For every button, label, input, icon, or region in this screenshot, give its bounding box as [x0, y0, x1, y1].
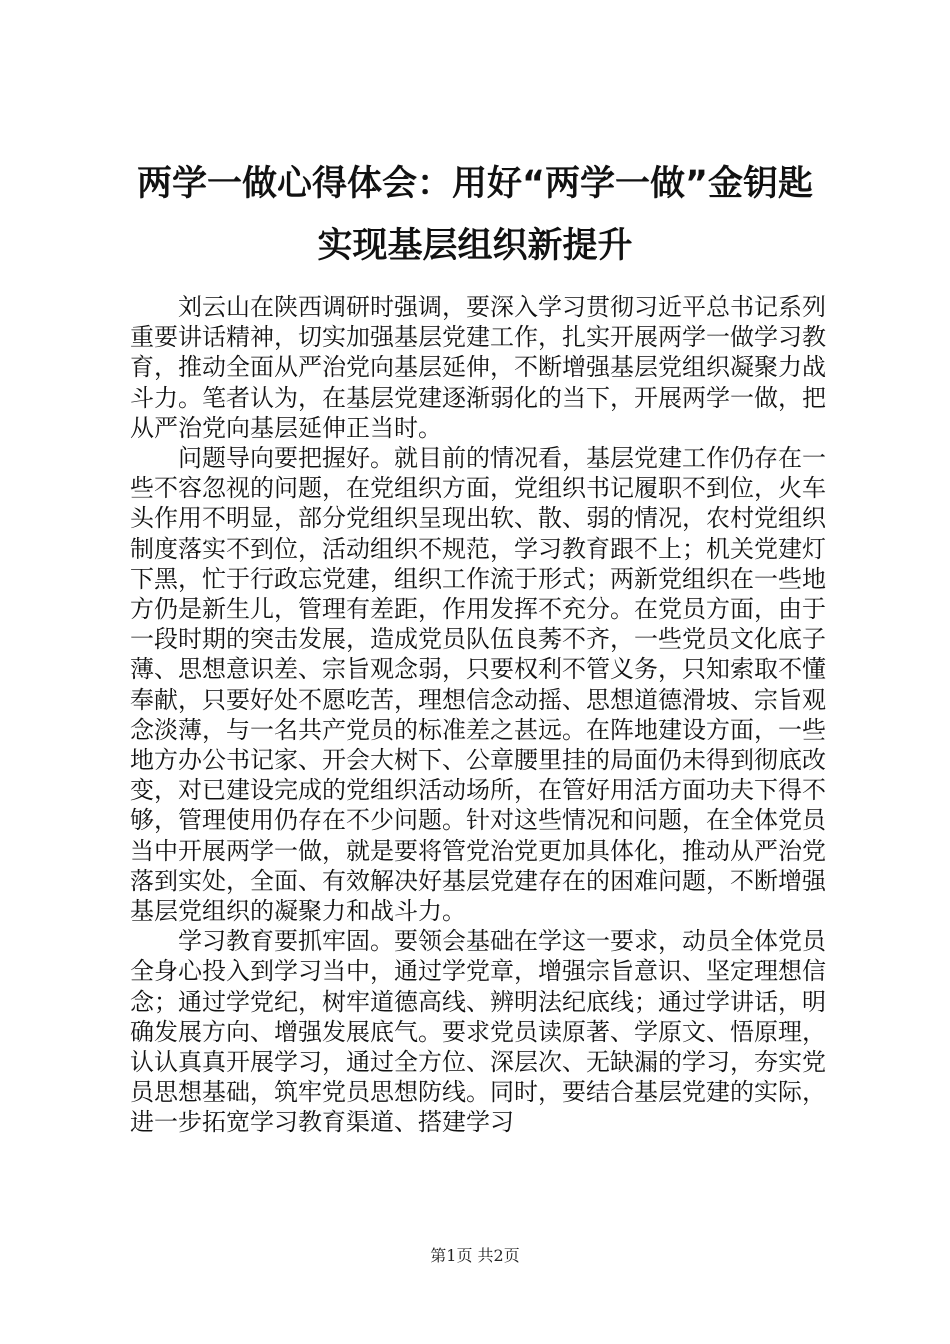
document-title-line-2: 实现基层组织新提升	[317, 226, 633, 266]
page-number-footer: 第1页 共2页	[430, 1246, 520, 1265]
paragraph-2: 问题导向要把握好。就目前的情况看，基层党建工作仍存在一些不容忽视的问题，在党组织方面，党组织书记履职不到位，火车头作用不明显，部分党组织呈现出软、散、弱的情况，农村党组织制度落实不到位，活动组织不规范，学习教育跟不上；机关党建灯下黑，忙于行政忘党建，组织工作流于形式；两新党组织在一些地方仍是新生儿，管理有差距，作用发挥不充分。在党员方面，由于一段时期的突击发展，造成党员队伍良莠不齐，一些党员文化底子薄、思想意识差、宗旨观念弱，只要权利不管义务，只知索取不懂奉献，只要好处不愿吃苦，理想信念动摇、思想道德滑坡、宗旨观念淡薄，与一名共产党员的标准差之甚远。在阵地建设方面，一些地方办公书记家、开会大树下、公章腰里挂的局面仍未得到彻底改变，对已建设完成的党组织活动场所，在管好用活方面功夫下得不够，管理使用仍存在不少问题。针对这些情况和问题，在全体党员当中开展两学一做，就是要将管党治党更加具体化，推动从严治党落到实处，全面、有效解决好基层党建存在的困难问题，不断增强基层党组织的凝聚力和战斗力。	[130, 444, 826, 926]
paragraph-1: 刘云山在陕西调研时强调，要深入学习贯彻习近平总书记系列重要讲话精神，切实加强基层党建工作，扎实开展两学一做学习教育，推动全面从严治党向基层延伸，不断增强基层党组织凝聚力战斗力。笔者认为，在基层党建逐渐弱化的当下，开展两学一做，把从严治党向基层延伸正当时。	[130, 293, 826, 442]
document-title-line-1: 两学一做心得体会：用好“两学一做”金钥匙	[136, 164, 813, 204]
paragraph-3: 学习教育要抓牢固。要领会基础在学这一要求，动员全体党员全身心投入到学习当中，通过学党章，增强宗旨意识、坚定理想信念；通过学党纪，树牢道德高线、辨明法纪底线；通过学讲话，明确发展方向、增强发展底气。要求党员读原著、学原文、悟原理，认认真真开展学习，通过全方位、深层次、无缺漏的学习，夯实党员思想基础，筑牢党员思想防线。同时，要结合基层党建的实际，进一步拓宽学习教育渠道、搭建学习	[130, 927, 826, 1137]
document-body	[130, 292, 826, 1138]
